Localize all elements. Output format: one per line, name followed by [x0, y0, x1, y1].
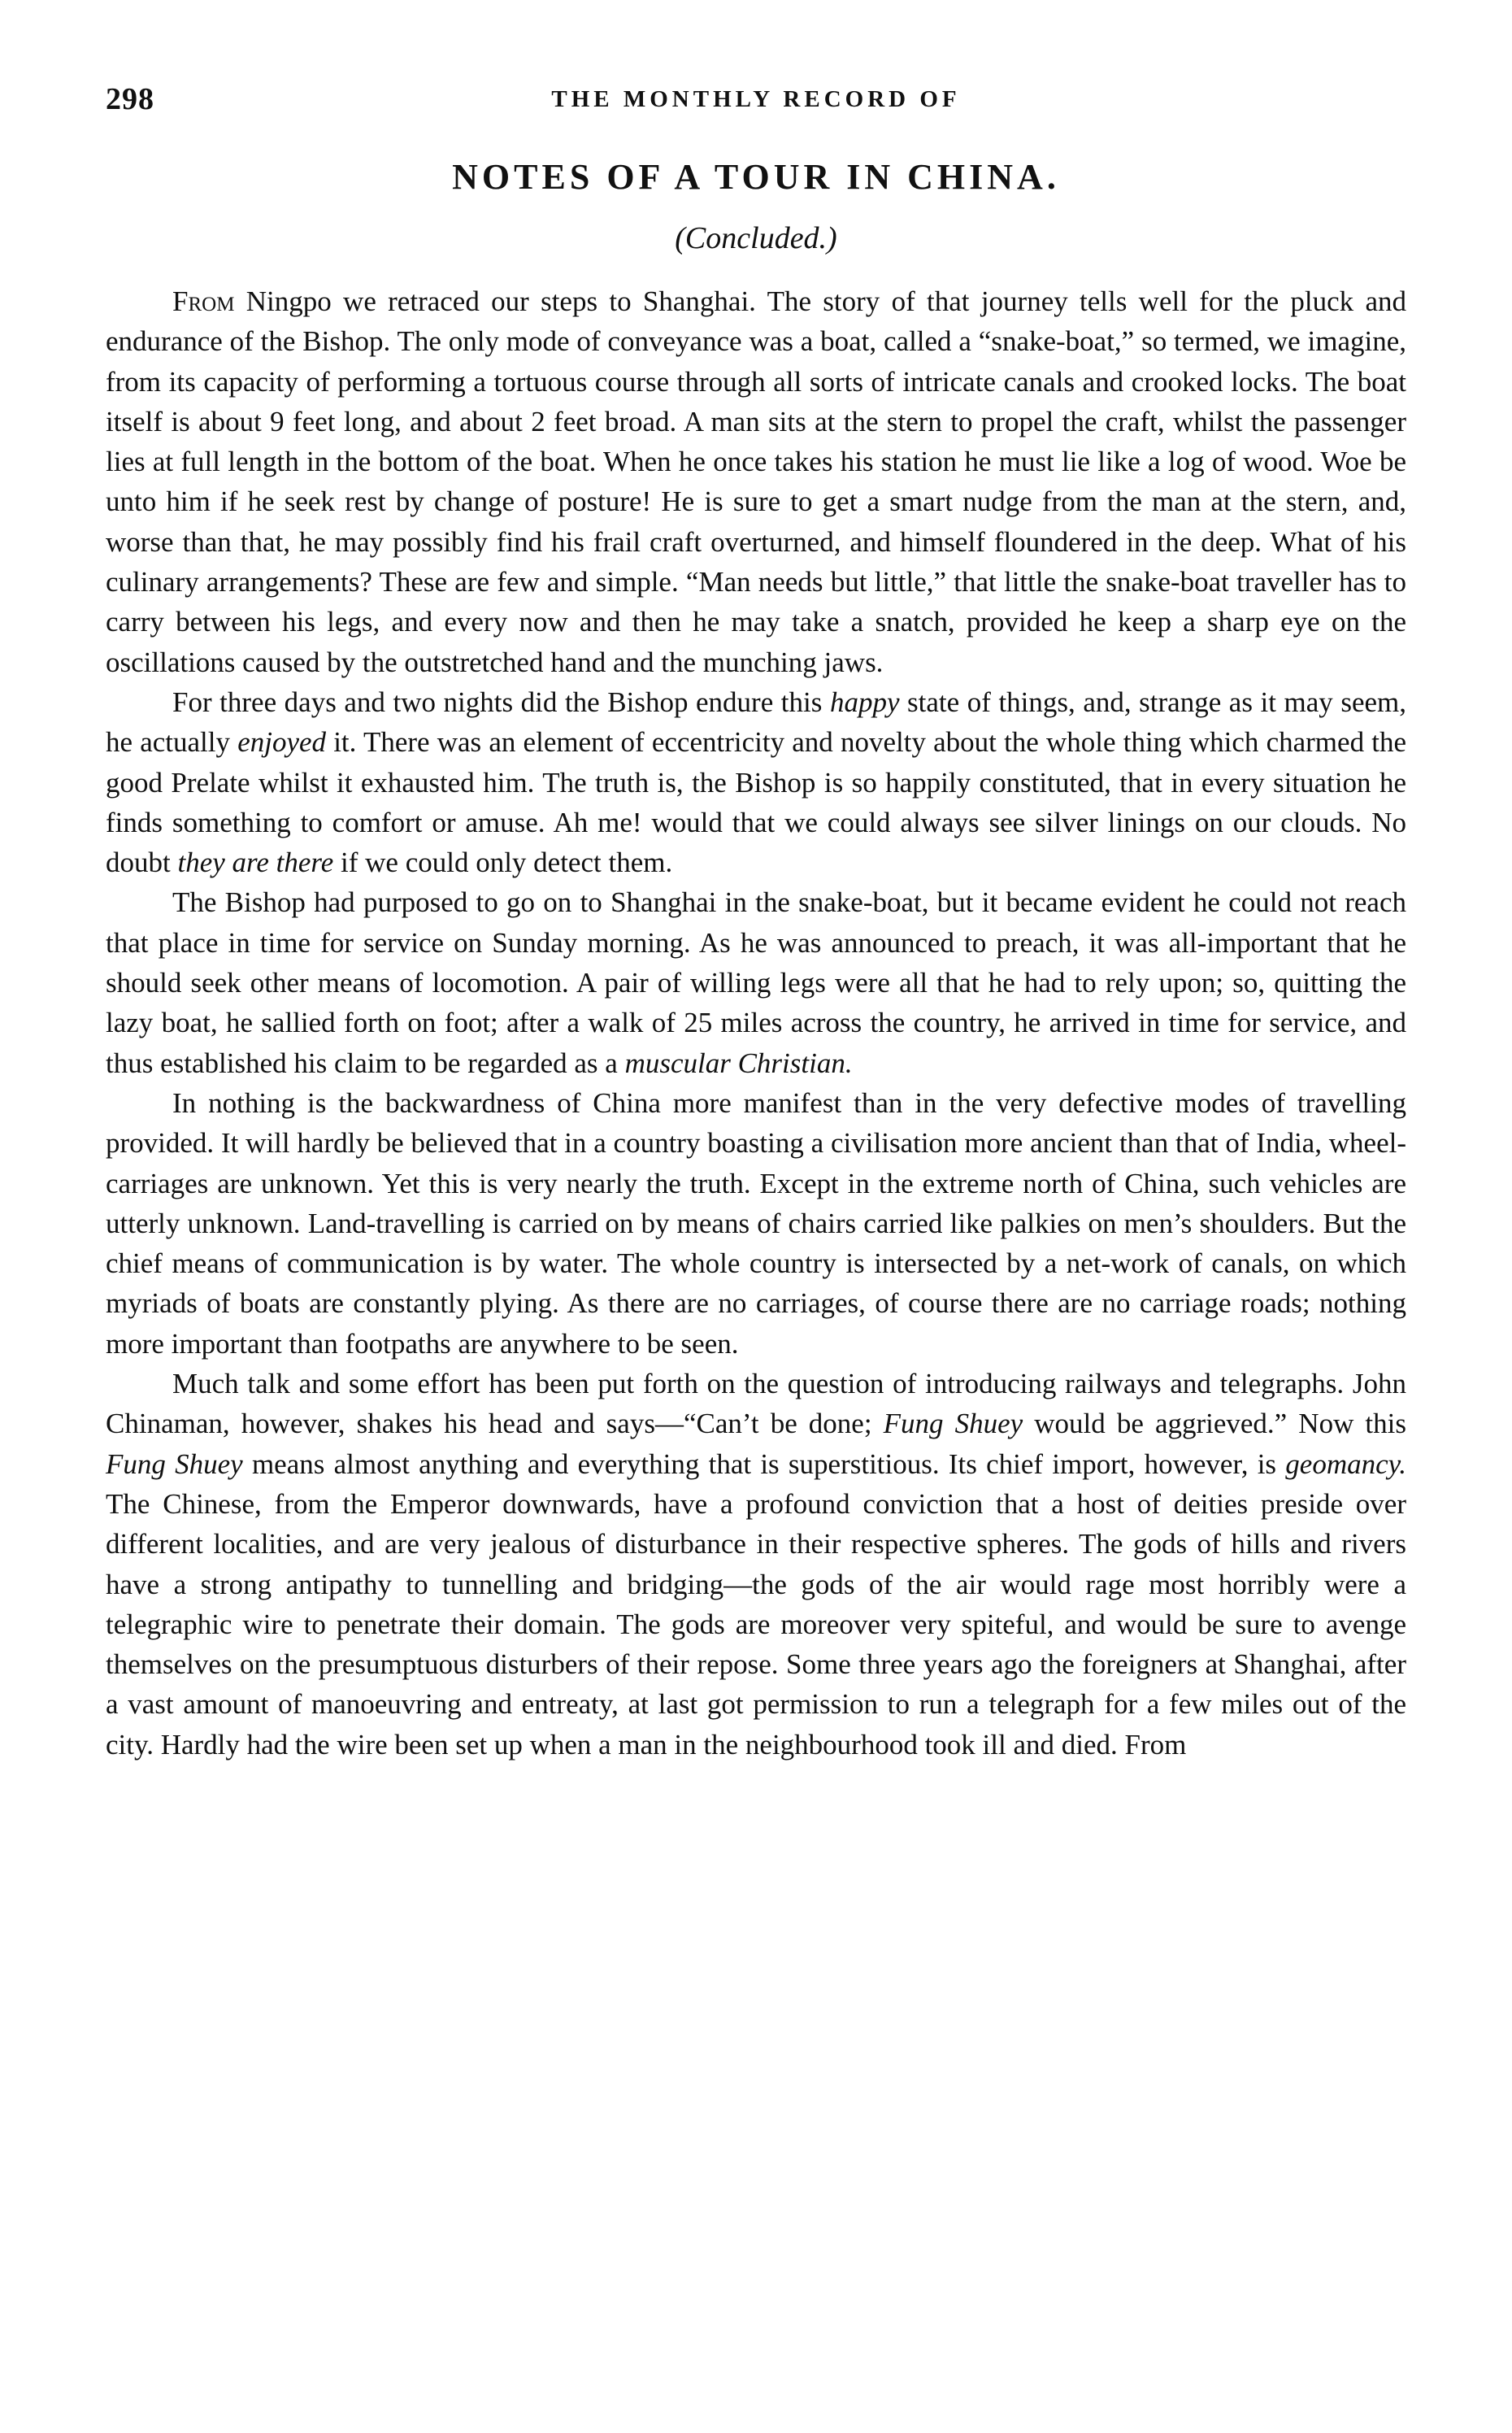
italic-text: happy: [829, 686, 900, 718]
italic-text: enjoyed: [237, 726, 327, 759]
italic-text: Fung Shuey: [106, 1447, 243, 1480]
body-paragraph: [106, 1083, 1406, 1364]
text-run: if we could only detect them.: [333, 847, 673, 879]
article-body: [106, 281, 1406, 1765]
text-run: In nothing is the backwardness of China more manifest than in the very defective modes of travelling provided. It will hardly be believed that in a country boasting a civilisation more ancient than that of India, wheel-carriages are unknown. Yet this is very nearly the truth. Except in the extreme north of China, such vehicles are utterly unknown. Land-travelling is carried on by means of chairs carried like palkies on men’s shoulders. But the chief means of communication is by water. The whole country is intersected by a net-work of canals, on which myriads of boats are constantly plying. As there are no carriages, of course there are no carriage roads; nothing more important than footpaths are anywhere to be seen.: [106, 1086, 1406, 1360]
body-paragraph: [106, 1364, 1406, 1765]
italic-text: they are there: [177, 847, 334, 879]
body-paragraph: [106, 882, 1406, 1082]
running-header: [106, 81, 1406, 130]
text-run: means almost anything and everything that is superstitious. Its chief import, however, is: [242, 1447, 1286, 1480]
text-run: For three days and two nights did the Bishop endure this: [172, 686, 830, 718]
italic-text: Fung Shuey: [883, 1408, 1023, 1440]
body-paragraph: [106, 682, 1406, 882]
journal-title: THE MONTHLY RECORD OF: [551, 86, 961, 112]
article-subtitle: (Concluded.): [675, 221, 837, 255]
text-run: Much talk and some effort has been put forth on the question of introducing railways and telegraphs. John Chinaman, however, shakes his head and says—“Can’t be done;: [106, 1368, 1406, 1440]
page: [106, 81, 1406, 1765]
article-title: NOTES OF A TOUR IN CHINA.: [452, 157, 1060, 197]
text-run: state of things, and, strange as it may seem, he actually: [106, 686, 1406, 759]
italic-text: muscular Christian.: [624, 1047, 853, 1079]
text-run: The Chinese, from the Emperor downwards, have a profound conviction that a host of deities preside over different localities, and are very jealous of disturbance in their respective spheres. The gods of hills and rivers have a strong antipathy to tunnelling and bridging—the gods of the air would rage most horribly were a telegraphic wire to penetrate their domain. The gods are moreover very spiteful, and would be sure to avenge themselves on the presumptuous disturbers of their repose. Some three years ago the foreigners at Shanghai, after a vast amount of manoeuvring and entreaty, at last got permission to run a telegraph for a few miles out of the city. Hardly had the wire been set up when a man in the neighbourhood took ill and died. From: [106, 1487, 1406, 1761]
page-number: 298: [106, 82, 154, 116]
text-run: The Bishop had purposed to go on to Shanghai in the snake-boat, but it became evident he could not reach that place in time for service on Sunday morning. As he was announced to preach, it was all-important that he should seek other means of locomotion. A pair of willing legs were all that he had to rely upon; so, quitting the lazy boat, he sallied forth on foot; after a walk of 25 miles across the country, he arrived in time for service, and thus established his claim to be regarded as a: [106, 886, 1406, 1079]
small-caps-text: From: [172, 285, 235, 317]
text-run: Ningpo we retraced our steps to Shanghai. The story of that journey tells well for the pluck and endurance of the Bishop. The only mode of conveyance was a boat, called a “snake-boat,” so termed, we imagine, from its capacity of performing a tortuous course through all sorts of intricate canals and crooked locks. The boat itself is about 9 feet long, and about 2 feet broad. A man sits at the stern to propel the craft, whilst the passenger lies at full length in the bottom of the boat. When he once takes his station he must lie like a log of wood. Woe be unto him if he seek rest by change of posture! He is sure to get a smart nudge from the man at the stern, and, worse than that, he may possibly find his frail craft overturned, and himself floundered in the deep. What of his culinary arrangements? These are few and simple. “Man needs but little,” that little the snake-boat traveller has to carry between his legs, and every now and then he may take a snatch, provided he keep a sharp eye on the oscillations caused by the outstretched hand and the munching jaws.: [106, 285, 1406, 678]
italic-text: geomancy.: [1285, 1447, 1406, 1480]
body-paragraph: [106, 281, 1406, 682]
text-run: would be aggrieved.” Now this: [1023, 1408, 1406, 1440]
text-run: it. There was an element of eccentricity and novelty about the whole thing which charmed the good Prelate whilst it exhausted him. The truth is, the Bishop is so happily constituted, that in every situation he finds something to comfort or amuse. Ah me! would that we could always see silver linings on our clouds. No doubt: [106, 726, 1407, 879]
